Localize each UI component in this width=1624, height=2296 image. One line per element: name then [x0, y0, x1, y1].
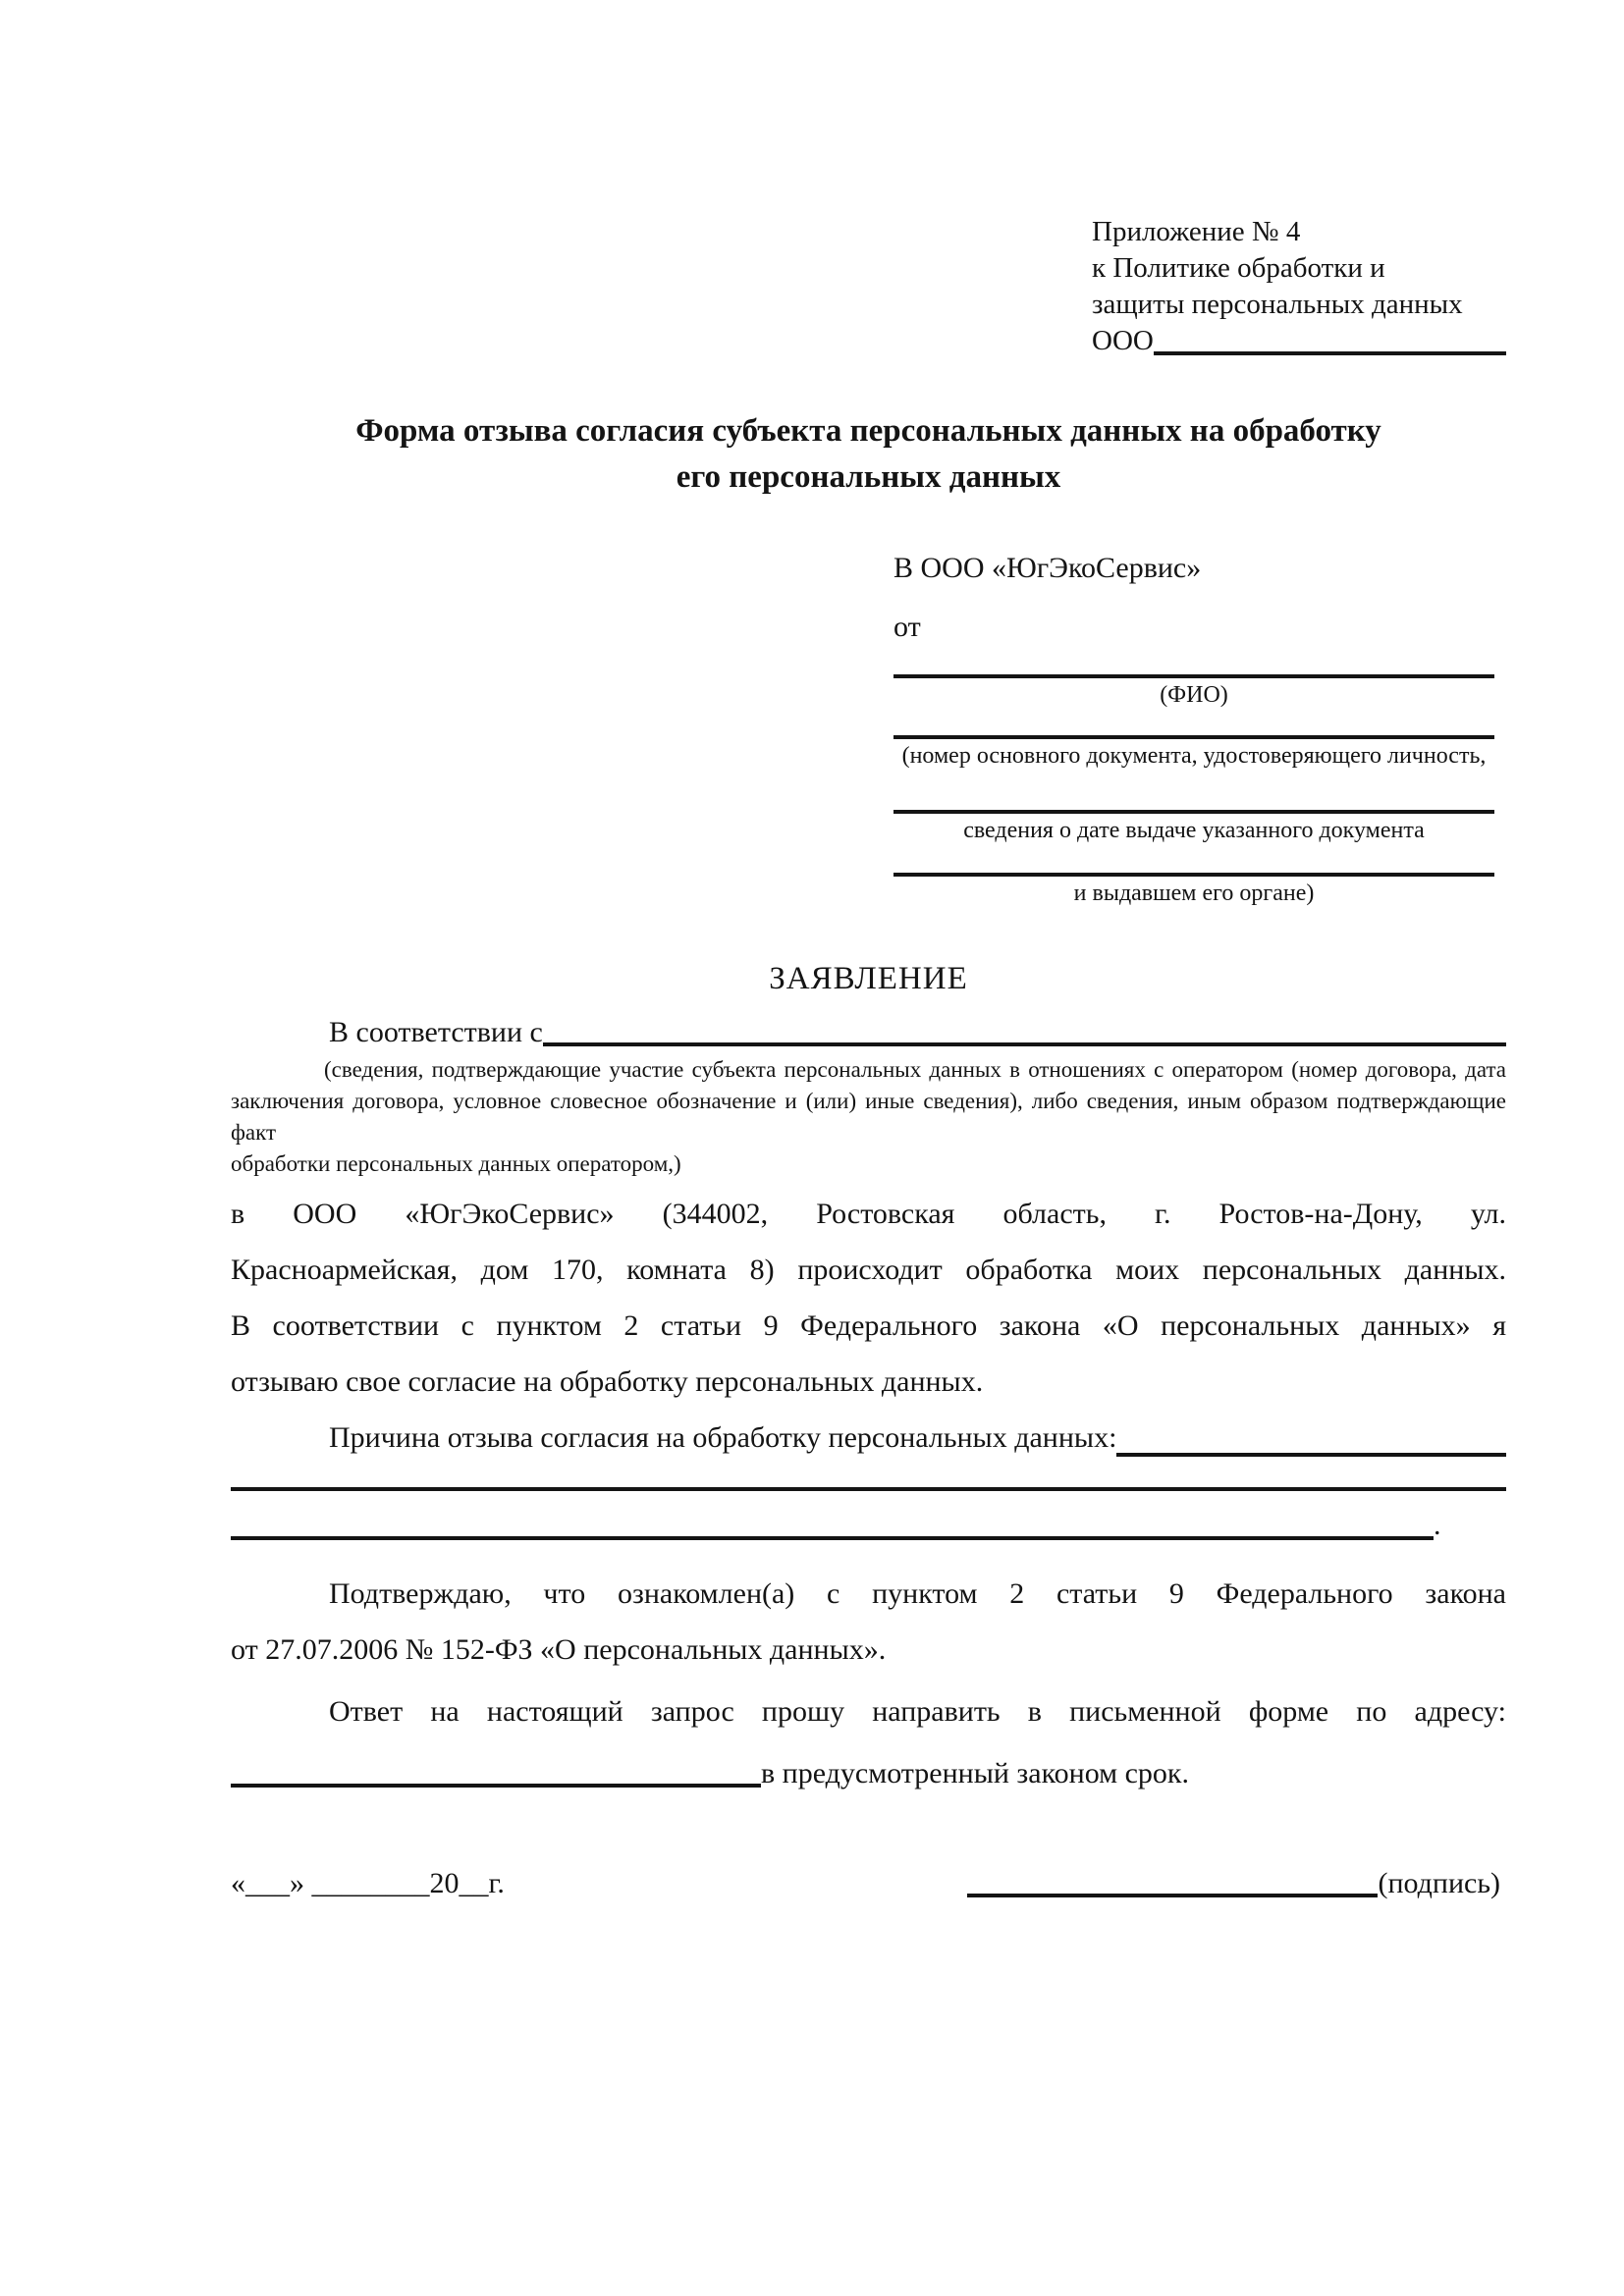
reason-line [231, 1410, 1506, 1466]
reason-label: Причина отзыва согласия на обработку персональных данных: [329, 1421, 1117, 1454]
body-line-4: отзываю свое согласие на обработку персональных данных. [231, 1365, 984, 1398]
document-number-caption: (номер основного документа, удостоверяющего личность, [901, 743, 1487, 769]
fio-caption: (ФИО) [1160, 682, 1228, 708]
intro-line [231, 1013, 1506, 1052]
paragraph-indent [231, 1410, 329, 1466]
confirmation-paragraph [231, 1566, 1506, 1678]
reply-request-line: Ответ на настоящий запрос прошу направить в письменной форме по адресу: [329, 1695, 1506, 1728]
reason-blank-line-2 [231, 1507, 1506, 1540]
signature-group [967, 1864, 1500, 1903]
addressee-from-label: от [893, 611, 921, 643]
addressee-block [893, 550, 1494, 908]
date-blank-line: «___» ________20__г. [231, 1867, 505, 1899]
paragraph-indent [231, 1013, 329, 1052]
reason-blank-field [1116, 1410, 1506, 1457]
signing-row [231, 1864, 1506, 1903]
appendix-line-2: к Политике обработки и [1092, 252, 1385, 284]
appendix-company-line [1092, 323, 1506, 359]
footnote-line-1: (сведения, подтверждающие участие субъекта персональных данных в отношениях с оператором (номер договора, дата [324, 1057, 1506, 1082]
statement-heading: ЗАЯВЛЕНИЕ [769, 961, 968, 996]
sentence-period: . [1434, 1509, 1441, 1541]
appendix-block [1092, 214, 1506, 359]
document-content [231, 214, 1506, 1903]
intro-footnote [231, 1054, 1506, 1180]
footnote-line-2: заключения договора, условное словесное обозначение и (или) иные сведения), либо сведения, иным образом подтверждающие факт [231, 1089, 1506, 1145]
issuing-authority-blank-field [893, 873, 1494, 877]
appendix-line-3: защиты персональных данных [1092, 289, 1463, 320]
address-blank-field [231, 1784, 761, 1788]
page-title-line-1: Форма отзыва согласия субъекта персональных данных на обработку [355, 413, 1381, 449]
reason-blank-field-2 [231, 1503, 1434, 1540]
statement-body [231, 1186, 1506, 1410]
reason-blank-line-1 [231, 1487, 1506, 1491]
signature-blank-field [967, 1894, 1378, 1897]
body-line-2: Красноармейская, дом 170, комната 8) происходит обработка моих персональных данных. [231, 1254, 1506, 1286]
addressee-to: В ООО «ЮгЭкоСервис» [893, 552, 1202, 584]
document-number-blank-field [893, 735, 1494, 739]
issue-date-blank-field [893, 810, 1494, 814]
appendix-line-1: Приложение № 4 [1092, 216, 1301, 247]
confirmation-line-2: от 27.07.2006 № 152-ФЗ «О персональных данных». [231, 1633, 887, 1666]
issuing-authority-caption: и выдавшем его органе) [1073, 881, 1315, 906]
confirmation-line-1: Подтверждаю, что ознакомлен(а) с пунктом 2 статьи 9 Федерального закона [329, 1577, 1506, 1610]
page-title-line-2: его персональных данных [676, 459, 1061, 495]
company-blank-field [1154, 323, 1506, 355]
reply-suffix: в предусмотренный законом срок. [761, 1757, 1189, 1789]
page-title [231, 408, 1506, 501]
fio-blank-field [893, 674, 1494, 678]
body-line-1: в ООО «ЮгЭкоСервис» (344002, Ростовская область, г. Ростов-на-Дону, ул. [231, 1198, 1506, 1230]
company-prefix: ООО [1092, 325, 1154, 356]
reply-address-line [231, 1739, 1506, 1795]
signature-caption: (подпись) [1378, 1867, 1500, 1899]
footnote-line-3: обработки персональных данных оператором,) [231, 1151, 681, 1176]
intro-prefix: В соответствии с [329, 1016, 543, 1048]
issue-date-caption: сведения о дате выдаче указанного документа [963, 818, 1425, 843]
intro-blank-field [543, 1013, 1506, 1046]
body-line-3: В соответствии с пунктом 2 статьи 9 Федерального закона «О персональных данных» я [231, 1309, 1506, 1342]
